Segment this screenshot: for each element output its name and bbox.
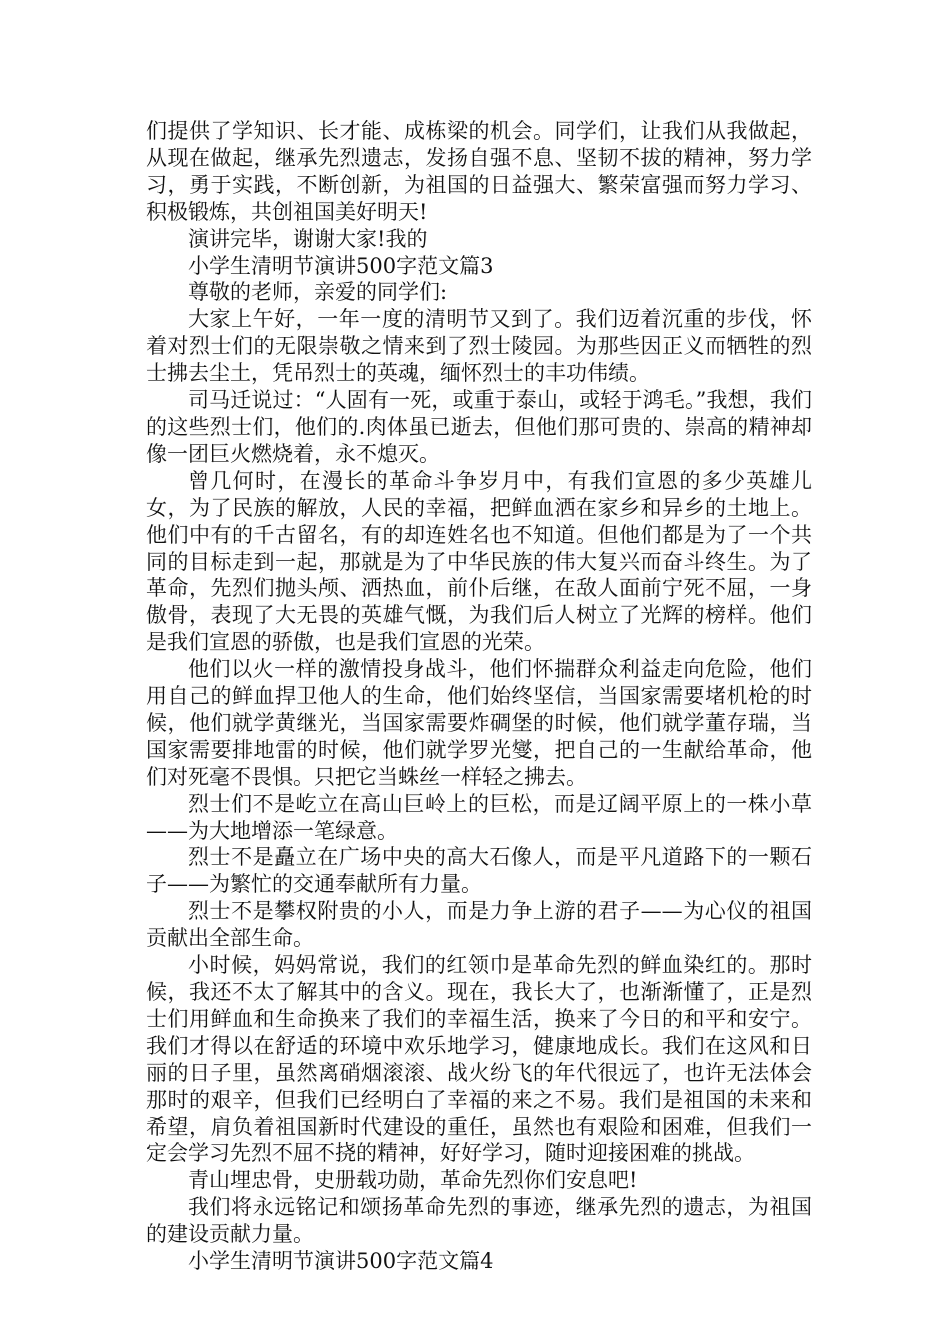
document-body [146, 118, 812, 1275]
paragraph: 尊敬的老师，亲爱的同学们: [188, 280, 448, 305]
paragraph: 烈士不是矗立在广场中央的高大石像人，而是平凡道路下的一颗石子——为繁忙的交通奉献所有力量。 [146, 845, 812, 897]
paragraph: 他们以火一样的激情投身战斗，他们怀揣群众利益走向危险，他们用自己的鲜血捍卫他人的生命，他们始终坚信，当国家需要堵机枪的时候，他们就学黄继光，当国家需要炸碉堡的时候，他们就学董存瑞，当国家需要排地雷的时候，他们就学罗光燮，把自己的一生献给革命，他们对死毫不畏惧。只把它当蛛丝一样轻之拂去。 [146, 657, 812, 789]
paragraph: 司马迁说过：“人固有一死，或重于泰山，或轻于鸿毛。”我想，我们的这些烈士们，他们的.肉体虽已逝去，但他们那可贵的、崇高的精神却像一团巨火燃烧着，永不熄灭。 [146, 388, 812, 466]
paragraph: 大家上午好，一年一度的清明节又到了。我们迈着沉重的步伐，怀着对烈士们的无限崇敬之情来到了烈士陵园。为那些因正义而牺牲的烈士拂去尘土，凭吊烈士的英魂，缅怀烈士的丰功伟绩。 [146, 307, 812, 386]
paragraph: 演讲完毕，谢谢大家!我的 [188, 226, 428, 251]
paragraph: 我们将永远铭记和颂扬革命先烈的事迹，继承先烈的遗志，为祖国的建设贡献力量。 [146, 1195, 812, 1247]
paragraph: 青山埋忠骨，史册载功勋，革命先烈你们安息吧! [188, 1168, 638, 1193]
paragraph: 们提供了学知识、长才能、成栋梁的机会。同学们，让我们从我做起，从现在做起，继承先烈遗志，发扬自强不息、坚韧不拔的精神，努力学习，勇于实践，不断创新，为祖国的日益强大、繁荣富强而努力学习、积极锻炼，共创祖国美好明天! [146, 119, 812, 224]
paragraph: 小时候，妈妈常说，我们的红领巾是革命先烈的鲜血染红的。那时候，我还不太了解其中的含义。现在，我长大了，也渐渐懂了，正是烈士们用鲜血和生命换来了我们的幸福生活，换来了今日的和平和安宁。我们才得以在舒适的环境中欢乐地学习，健康地成长。我们在这风和日丽的日子里，虽然离硝烟滚滚、战火纷飞的年代很远了，也许无法体会那时的艰辛，但我们已经明白了幸福的来之不易。我们是祖国的未来和希望，肩负着祖国新时代建设的重任，虽然也有艰险和困难，但我们一定会学习先烈不屈不挠的精神，好好学习，随时迎接困难的挑战。 [146, 953, 812, 1166]
paragraph: 曾几何时，在漫长的革命斗争岁月中，有我们宣恩的多少英雄儿女，为了民族的解放，人民的幸福，把鲜血洒在家乡和异乡的土地上。他们中有的千古留名，有的却连姓名也不知道。但他们都是为了一个共同的目标走到一起，那就是为了中华民族的伟大复兴而奋斗终生。为了革命，先烈们抛头颅、洒热血，前仆后继，在敌人面前宁死不屈，一身傲骨，表现了大无畏的英雄气慨，为我们后人树立了光辉的榜样。他们是我们宣恩的骄傲，也是我们宣恩的光荣。 [146, 468, 812, 655]
paragraph: 烈士不是攀权附贵的小人，而是力争上游的君子——为心仪的祖国贡献出全部生命。 [146, 899, 812, 951]
paragraph: 小学生清明节演讲500字范文篇4 [188, 1249, 494, 1274]
paragraph: 烈士们不是屹立在高山巨岭上的巨松，而是辽阔平原上的一株小草——为大地增添一笔绿意。 [146, 791, 812, 843]
paragraph: 小学生清明节演讲500字范文篇3 [188, 253, 494, 278]
